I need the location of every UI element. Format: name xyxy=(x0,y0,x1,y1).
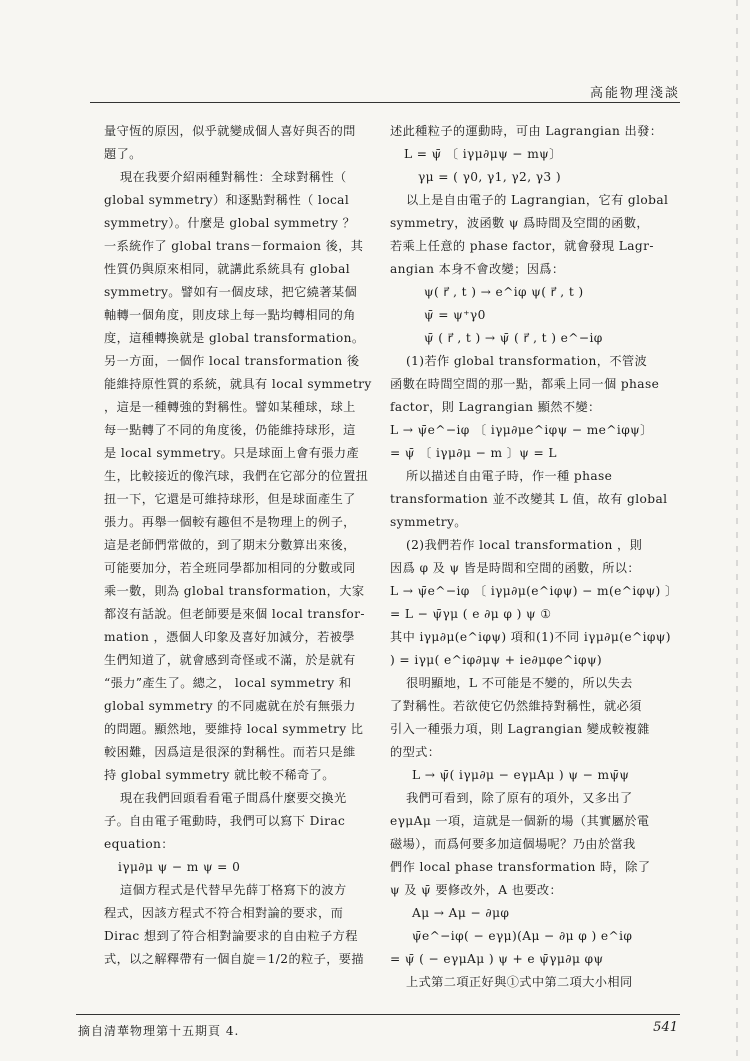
text-line: 都沒有話說。但老師要是來個 local transfor- xyxy=(104,607,365,621)
text-line: (2)我們若作 local transformation ，則 xyxy=(406,538,643,552)
text-line: 式，以之解釋帶有一個自旋＝1/2的粒子，要描 xyxy=(104,952,364,966)
text-line: ) = iγμ( e^iφ∂μψ + ie∂μφe^iφψ) xyxy=(390,653,603,667)
text-line: 生，比較接近的像汽球，我們在它部分的位置扭 xyxy=(104,469,369,483)
text-line: 乘一數，則為 global transformation，大家 xyxy=(104,584,365,598)
text-line: 量守恆的原因，似乎就變成個人喜好與否的問 xyxy=(104,124,356,138)
text-line: 性質仍與原來相同，就講此系統具有 global xyxy=(104,262,351,276)
text-line: iγμ∂μ ψ − m ψ = 0 xyxy=(118,860,241,874)
text-line: factor，則 Lagrangian 顯然不變： xyxy=(390,400,601,414)
text-line: 了對稱性。若欲使它仍然維持對稱性，就必須 xyxy=(390,699,642,713)
text-line: 可能要加分，若全班同學都加相同的分數或同 xyxy=(104,561,356,575)
text-line: 軸轉一個角度，則皮球上每一點均轉相同的角 xyxy=(104,308,356,322)
text-line: ψ̄ = ψ⁺γ0 xyxy=(424,308,486,322)
text-line: 所以描述自由電子時，作一種 phase xyxy=(406,469,613,483)
text-line: 現在我要介紹兩種對稱性：全球對稱性（ xyxy=(120,170,347,184)
footer-rule xyxy=(76,1014,680,1015)
text-line: mation ，憑個人印象及喜好加減分，若被學 xyxy=(104,630,355,644)
text-line: 的型式： xyxy=(390,745,441,759)
text-line: “張力”產生了。總之， local symmetry 和 xyxy=(104,676,352,690)
text-line: ψ̄ ( r⃗ , t ) → ψ̄ ( r⃗ , t ) e^−iφ xyxy=(424,331,603,345)
text-line: 以上是自由電子的 Lagrangian，它有 global xyxy=(406,193,669,207)
text-line: 因爲 φ 及 ψ 皆是時間和空間的函數，所以： xyxy=(390,561,640,575)
text-line: 很明顯地，L 不可能是不變的，所以失去 xyxy=(406,676,633,690)
text-line: 另一方面，一個作 local transformation 後 xyxy=(104,354,360,368)
text-line: ψ 及 ψ̄ 要修改外，A 也要改： xyxy=(390,883,563,897)
text-line: 若乘上任意的 phase factor，就會發現 Lagr- xyxy=(390,239,654,253)
text-line: transformation 並不改變其 L 值，故有 global xyxy=(390,492,668,506)
footer-source: 摘自清華物理第十五期頁 4. xyxy=(78,1024,240,1038)
text-line: symmetry。 xyxy=(390,515,467,529)
text-line: 上式第二項正好與①式中第二項大小相同 xyxy=(406,975,633,989)
text-line: 是 local symmetry。只是球面上會有張力產 xyxy=(104,446,360,460)
text-line: 我們可看到，除了原有的項外，又多出了 xyxy=(406,791,633,805)
text-line: 這是老師們常做的，到了期末分數算出來後， xyxy=(104,538,356,552)
text-line: global symmetry）和逐點對稱性（ local xyxy=(104,193,350,207)
text-line: 這個方程式是代替早先薛丁格寫下的波方 xyxy=(120,883,347,897)
right-column xyxy=(390,120,680,994)
text-line: 子。自由電子電動時，我們可以寫下 Dirac xyxy=(104,814,346,828)
text-line: angian 本身不會改變；因爲： xyxy=(390,262,565,276)
text-line: 一系統作了 global trans－formaion 後，其 xyxy=(104,239,364,253)
text-line: 們作 local phase transformation 時，除了 xyxy=(390,860,651,874)
text-line: symmetry。譬如有一個皮球，把它繞著某個 xyxy=(104,285,358,299)
scan-edge-mark xyxy=(736,0,738,1061)
text-line: 引入一種張力項，則 Lagrangian 變成較複雜 xyxy=(390,722,650,736)
text-line: 題了。 xyxy=(104,147,142,161)
text-line: eγμAμ 一項，這就是一個新的場（其實屬於電 xyxy=(390,814,650,828)
text-line: 現在我們回頭看看電子間爲什麼要交換光 xyxy=(120,791,347,805)
text-line: ψ̄e^−iφ( − eγμ)(Aμ − ∂μ φ ) e^iφ xyxy=(412,929,633,943)
text-line: L → ψ̄e^−iφ 〔 iγμ∂μ(e^iφψ) − m(e^iφψ) 〕 xyxy=(390,584,678,598)
text-line: = ψ̄ ( − eγμAμ ) ψ + e ψ̄γμ∂μ φψ xyxy=(390,952,604,966)
running-header: 高能物理淺談 xyxy=(589,86,680,101)
text-line: 程式，因該方程式不符合相對論的要求，而 xyxy=(104,906,344,920)
text-line: 度，這種轉換就是 global transformation。 xyxy=(104,331,365,345)
text-line: γμ = ( γ0, γ1, γ2, γ3 ) xyxy=(418,170,562,184)
text-line: symmetry，波函數 ψ 爲時間及空間的函數， xyxy=(390,216,650,230)
text-line: equation： xyxy=(104,837,174,851)
left-column xyxy=(104,120,389,971)
text-line: L → ψ̄( iγμ∂μ − eγμAμ ) ψ − mψ̄ψ xyxy=(412,768,630,782)
text-line: 較困難，因爲這是很深的對稱性。而若只是維 xyxy=(104,745,356,759)
text-line: ，這是一種轉強的對稱性。譬如某種球，球上 xyxy=(104,400,356,414)
text-line: 磁場），而爲何要多加這個場呢？乃由於當我 xyxy=(390,837,636,851)
text-line: Aμ → Aμ − ∂μφ xyxy=(412,906,510,920)
text-line: 每一點轉了不同的角度後，仍能維持球形，這 xyxy=(104,423,356,437)
text-line: L = ψ̄ 〔 iγμ∂μψ − mψ〕 xyxy=(404,147,562,161)
text-line: 扭一下，它還是可維持球形，但是球面產生了 xyxy=(104,492,356,506)
text-line: (1)若作 global transformation，不管波 xyxy=(406,354,648,368)
text-line: 述此種粒子的運動時，可由 Lagrangian 出發： xyxy=(390,124,663,138)
text-line: global symmetry 的不同處就在於有無張力 xyxy=(104,699,356,713)
text-line: 張力。再舉一個較有趣但不是物理上的例子， xyxy=(104,515,356,529)
text-line: 函數在時間空間的那一點，都乘上同一個 phase xyxy=(390,377,660,391)
text-line: 持 global symmetry 就比較不稀奇了。 xyxy=(104,768,335,782)
text-line: Dirac 想到了符合相對論要求的自由粒子方程 xyxy=(104,929,358,943)
text-line: = L − ψ̄γμ ( e ∂μ φ ) ψ ① xyxy=(390,607,552,621)
text-line: symmetry）。什麼是 global symmetry ？ xyxy=(104,216,356,230)
text-line: 其中 iγμ∂μ(e^iφψ) 項和(1)不同 iγμ∂μ(e^iφψ) xyxy=(390,630,671,644)
page-number: 541 xyxy=(653,1020,678,1035)
text-line: 的問題。顯然地，要維持 local symmetry 比 xyxy=(104,722,364,736)
text-line: 生們知道了，就會感到奇怪或不滿，於是就有 xyxy=(104,653,356,667)
text-line: L → ψ̄e^−iφ 〔 iγμ∂μe^iφψ − me^iφψ〕 xyxy=(390,423,653,437)
text-line: = ψ̄ 〔 iγμ∂μ − m 〕ψ = L xyxy=(390,446,557,460)
text-line: ψ( r⃗ , t ) → e^iφ ψ( r⃗ , t ) xyxy=(424,285,584,299)
header-rule xyxy=(90,102,680,103)
text-line: 能維持原性質的系統，就具有 local symmetry xyxy=(104,377,372,391)
